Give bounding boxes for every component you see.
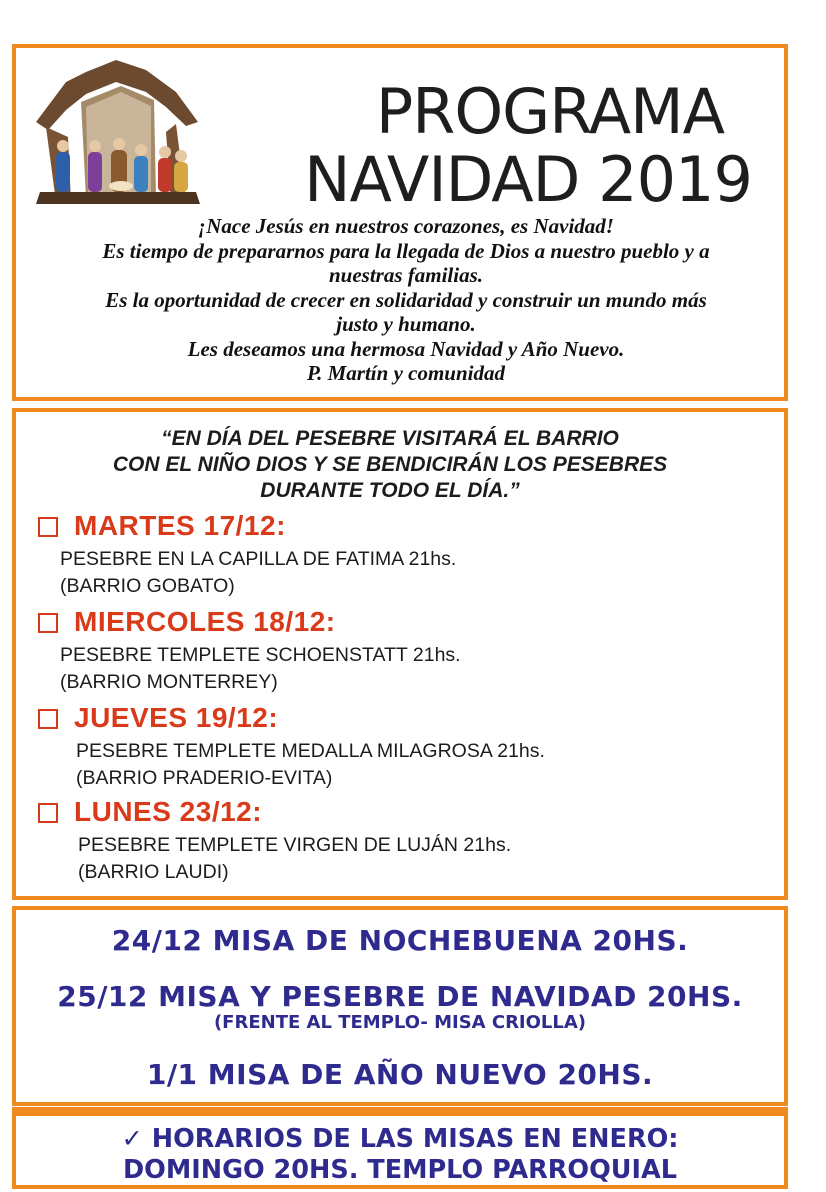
message-line: Es la oportunidad de crecer en solidaridad y construir un mundo más	[105, 287, 707, 312]
quote-line: “EN DÍA DEL PESEBRE VISITARÁ EL BARRIO	[161, 427, 619, 450]
event-location: (BARRIO MONTERREY)	[60, 671, 278, 693]
nativity-scene-image	[26, 52, 206, 212]
event-detail: PESEBRE TEMPLETE SCHOENSTATT 21hs.	[60, 644, 461, 666]
horarios-domingo: DOMINGO 20HS. TEMPLO PARROQUIAL	[123, 1155, 677, 1185]
message-line: Es tiempo de prepararnos para la llegada de Dios a nuestro pueblo y a	[102, 238, 710, 263]
misa-navidad: 25/12 MISA Y PESEBRE DE NAVIDAD 20HS.	[57, 980, 743, 1013]
event-item	[38, 606, 461, 696]
misa-nochebuena: 24/12 MISA DE NOCHEBUENA 20HS.	[111, 924, 689, 957]
event-location: (BARRIO LAUDI)	[78, 861, 229, 883]
event-detail: PESEBRE TEMPLETE MEDALLA MILAGROSA 21hs.	[76, 740, 545, 762]
quote-line: CON EL NIÑO DIOS Y SE BENDICIRÁN LOS PESEBRES	[112, 453, 668, 476]
checkbox-icon	[38, 517, 58, 537]
quote-line: DURANTE TODO EL DÍA.”	[260, 479, 520, 502]
message-line: justo y humano.	[336, 312, 476, 336]
greeting-message	[28, 214, 784, 386]
message-line: Les deseamos una hermosa Navidad y Año Nuevo.	[187, 336, 625, 361]
message-signature: P. Martín y comunidad	[307, 361, 505, 385]
message-line: ¡Nace Jesús en nuestros corazones, es Navidad!	[198, 214, 614, 238]
page-title-line-1: PROGRAMA	[375, 75, 725, 148]
checkbox-icon	[38, 709, 58, 729]
event-day: MARTES 17/12:	[74, 510, 286, 541]
page-title-line-2: NAVIDAD 2019	[304, 143, 752, 216]
checkbox-icon	[38, 803, 58, 823]
misa-ano-nuevo: 1/1 MISA DE AÑO NUEVO 20HS.	[146, 1058, 654, 1091]
message-line: nuestras familias.	[328, 263, 484, 287]
horarios-title: ✓ HORARIOS DE LAS MISAS EN ENERO:	[121, 1124, 679, 1154]
event-day: JUEVES 19/12:	[74, 702, 279, 733]
pesebre-quote	[40, 426, 740, 504]
event-location: (BARRIO GOBATO)	[60, 575, 235, 597]
event-detail: PESEBRE EN LA CAPILLA DE FATIMA 21hs.	[60, 548, 457, 570]
event-item	[38, 510, 456, 600]
event-item	[38, 796, 511, 886]
event-day: MIERCOLES 18/12:	[74, 606, 336, 637]
checkbox-icon	[38, 613, 58, 633]
event-item	[38, 702, 545, 792]
misa-navidad-note: (FRENTE AL TEMPLO- MISA CRIOLLA)	[213, 1012, 587, 1033]
event-detail: PESEBRE TEMPLETE VIRGEN DE LUJÁN 21hs.	[78, 834, 512, 856]
event-location: (BARRIO PRADERIO-EVITA)	[76, 767, 333, 789]
event-day: LUNES 23/12:	[74, 796, 263, 827]
